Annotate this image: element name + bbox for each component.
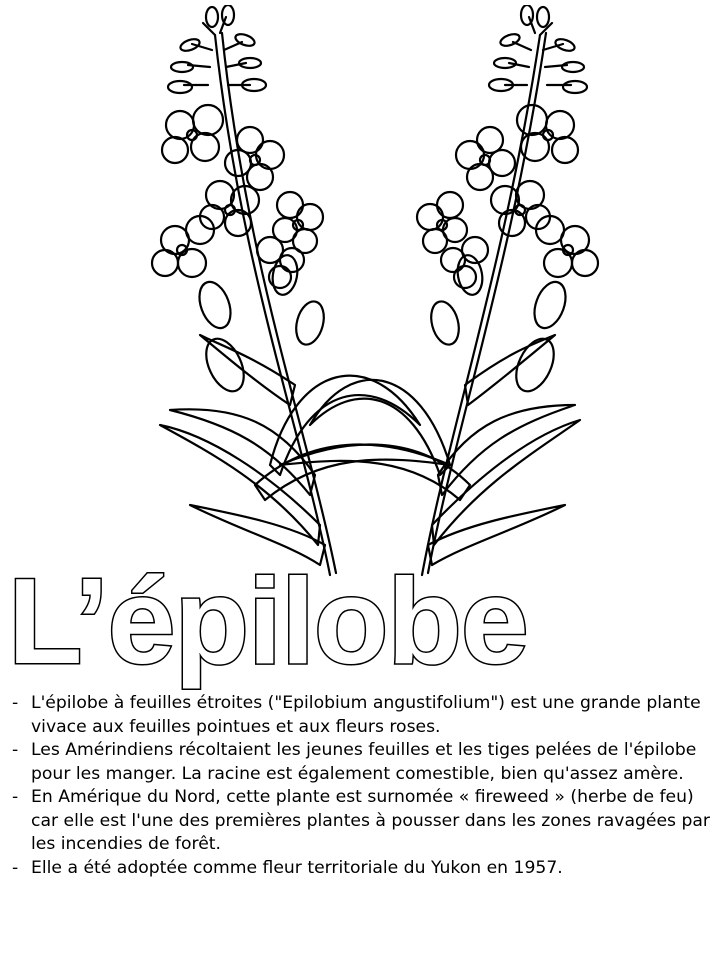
bullet-dash: -: [12, 787, 19, 807]
bullet-dash: -: [12, 740, 19, 760]
bullet-dash: -: [12, 857, 19, 878]
fireweed-illustration: [120, 5, 610, 585]
facts-list: [12, 692, 712, 880]
fact-item: [12, 857, 712, 881]
fact-item: [12, 739, 712, 786]
fact-item: [12, 692, 712, 739]
fact-text: Les Amérindiens récoltaient les jeunes feuilles et les tiges pelées de l'épilobe pour les manger. La racine est également comestible, bien qu'assez amère.: [31, 740, 697, 784]
fact-text: L'épilobe à feuilles étroites ("Epilobium angustifolium") est une grande plante vivace aux feuilles pointues et aux fleurs roses.: [31, 693, 701, 737]
fact-item: [12, 786, 712, 857]
right-plant: [417, 5, 598, 575]
fact-text: En Amérique du Nord, cette plante est surnomée « fireweed » (herbe de feu) car elle est l'une des premières plantes à pousser dans les zones ravagées par les incendies de forêt.: [31, 787, 710, 854]
left-plant: [152, 5, 336, 575]
bullet-dash: -: [12, 693, 19, 713]
fact-text: Elle a été adoptée comme fleur territoriale du Yukon en 1957.: [31, 857, 563, 878]
center-leaves: [255, 376, 470, 500]
page-title: L’épilobe: [8, 553, 528, 689]
